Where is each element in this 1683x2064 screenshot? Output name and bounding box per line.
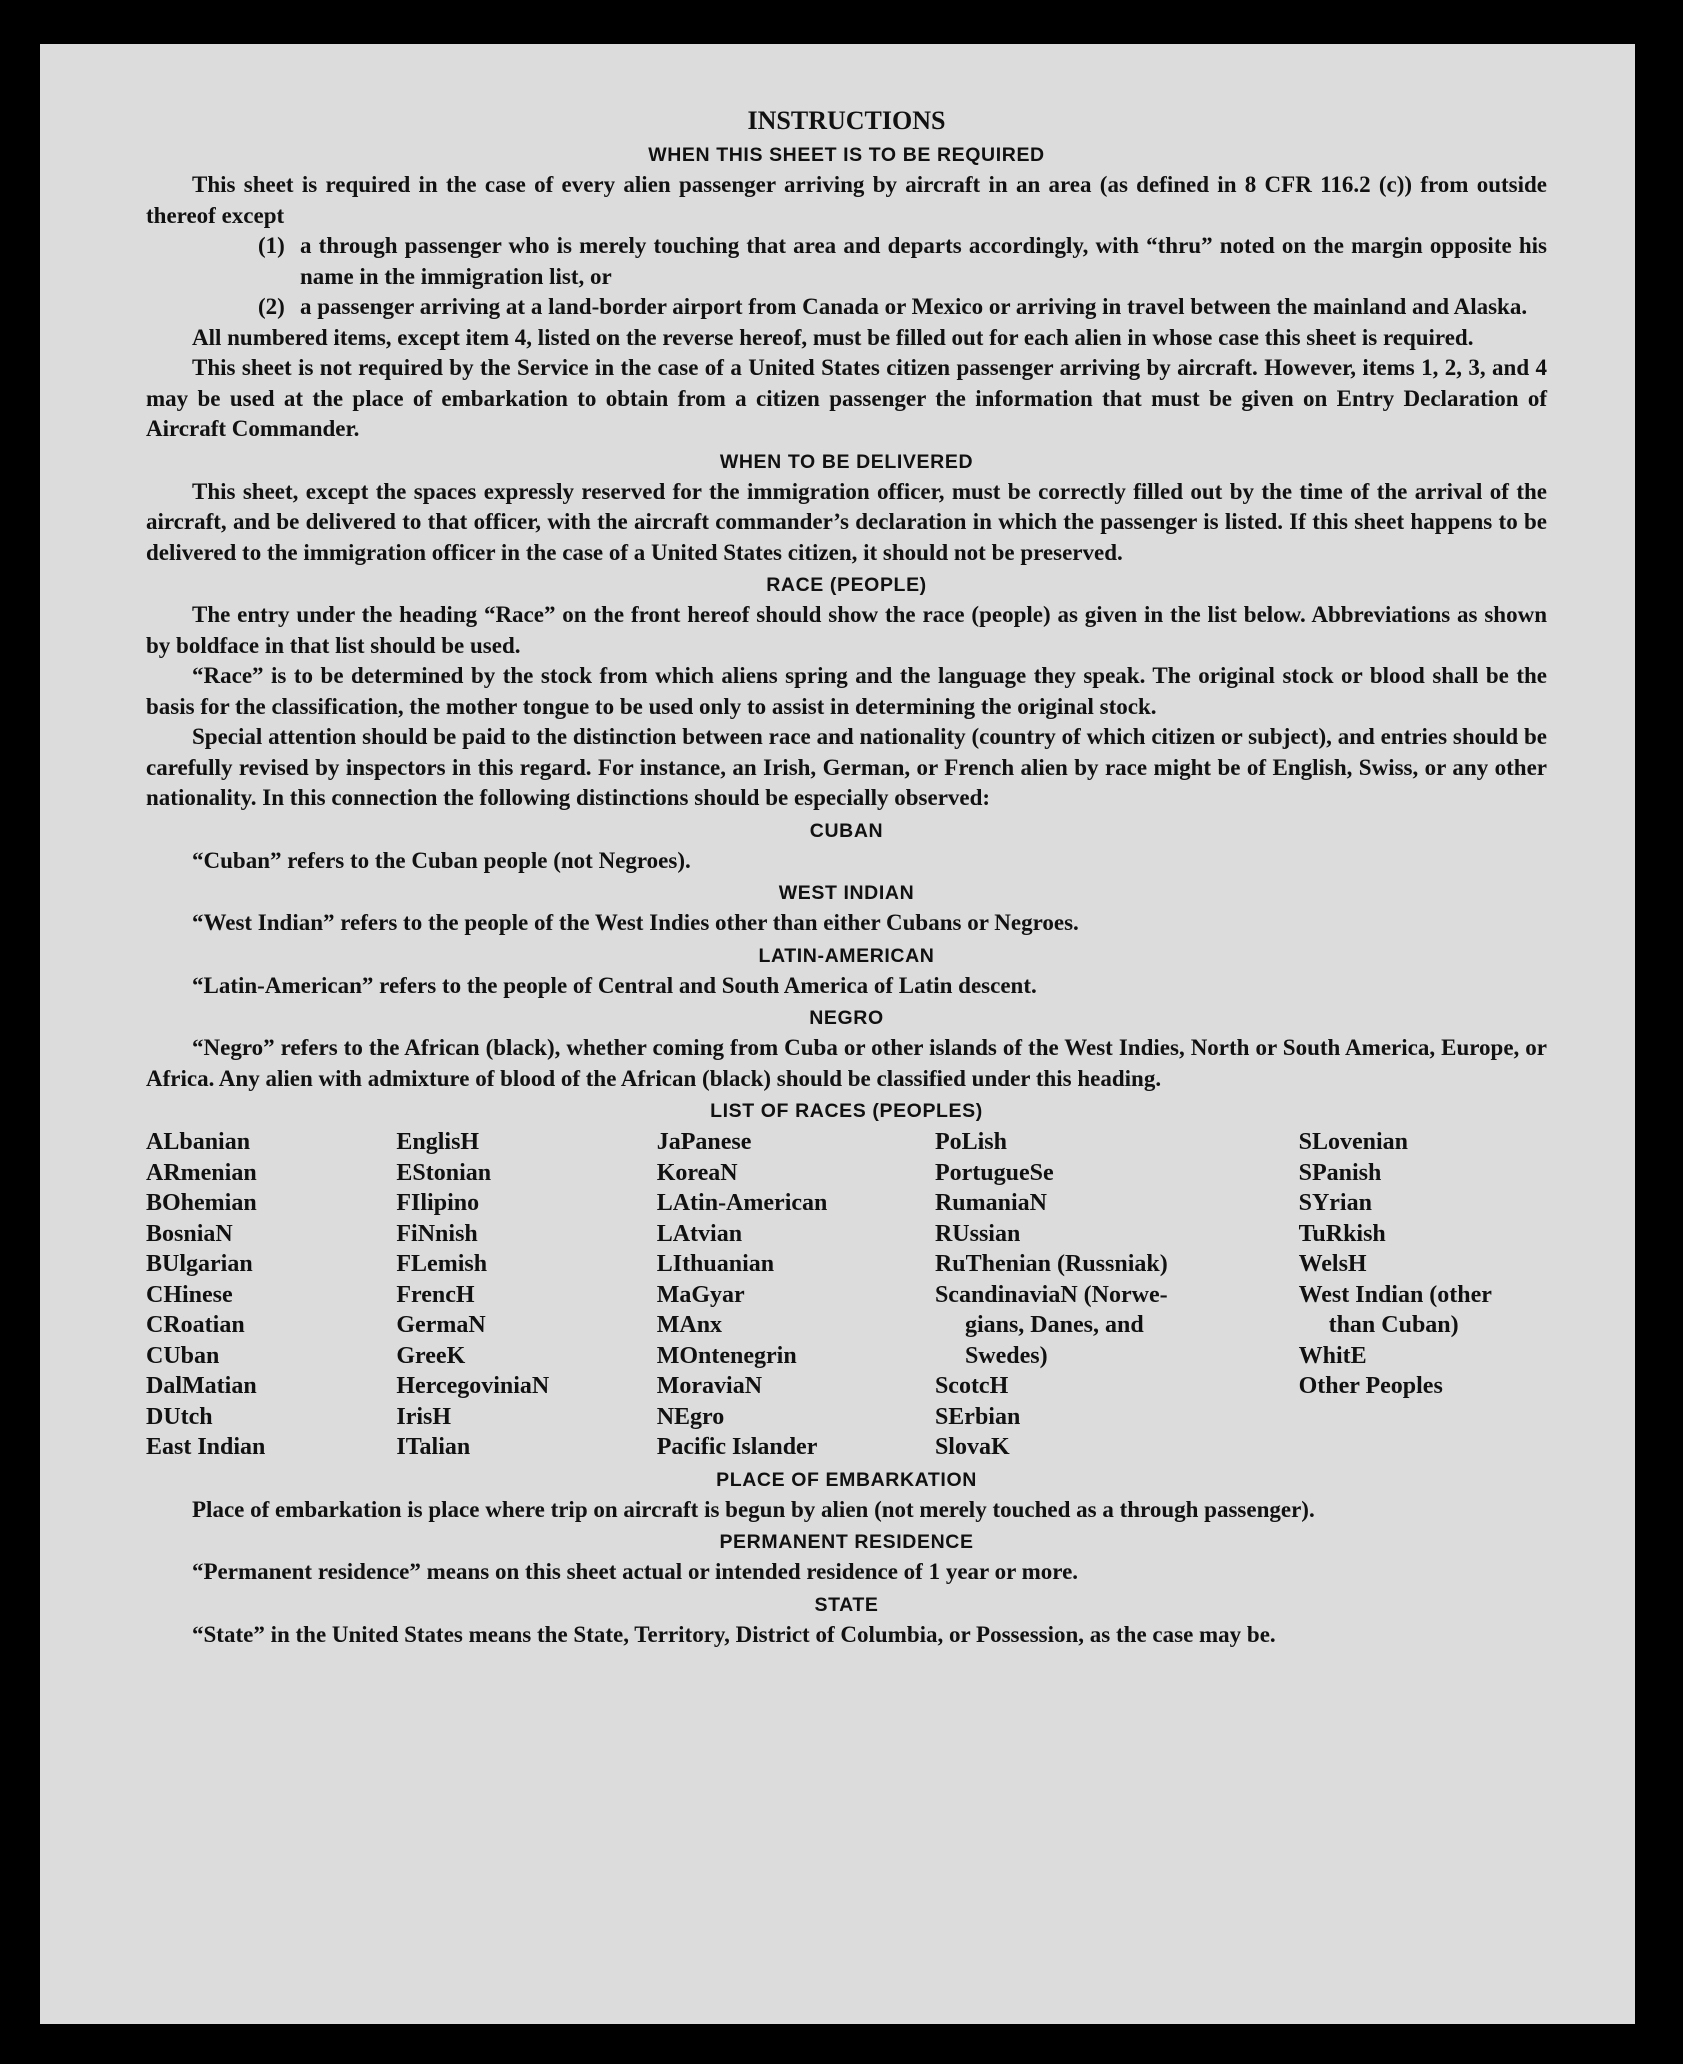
list-item: Swedes) bbox=[964, 1342, 1048, 1369]
heading-when-delivered: WHEN TO BE DELIVERED bbox=[719, 450, 974, 473]
heading-state: STATE bbox=[814, 1593, 879, 1616]
instruction-sheet bbox=[40, 44, 1635, 2024]
item-number: (1) bbox=[258, 233, 285, 258]
list-item: SErbian bbox=[934, 1403, 1021, 1430]
race-column bbox=[396, 1127, 656, 1463]
list-item: PortugueSe bbox=[934, 1159, 1054, 1186]
heading-negro: NEGRO bbox=[809, 1007, 884, 1029]
list-item: LAtvian bbox=[656, 1220, 743, 1247]
list-item: RuThenian (Russniak) bbox=[934, 1251, 1168, 1277]
paragraph: “Latin-American” refers to the people of Central and South America of Latin descent. bbox=[192, 972, 1037, 998]
list-item: SLovenian bbox=[1298, 1129, 1408, 1155]
paragraph: “State” in the United States means the State, Territory, District of Columbia, or Possession, as the case may be. bbox=[192, 1621, 1276, 1647]
list-item: BosniaN bbox=[146, 1220, 233, 1247]
list-item: Pacific Islander bbox=[656, 1434, 818, 1460]
paragraph: “Negro” refers to the African (black), whether coming from Cuba or other islands of the West Indies, North or South America, Europe, or Africa. Any alien with admixture of blood of the African (black) should be classified under this heading. bbox=[146, 1035, 1547, 1091]
list-item: MaGyar bbox=[656, 1281, 745, 1308]
paragraph: This sheet is not required by the Service in the case of a United States citizen passenger arriving by aircraft. However, items 1, 2, 3, and 4 may be used at the place of embarkation to obtain from a citizen passenger the information that must be given on Entry Declaration of Aircraft Commander. bbox=[146, 355, 1547, 441]
heading-cuban: CUBAN bbox=[809, 819, 884, 842]
list-item: KoreaN bbox=[656, 1159, 738, 1186]
item-text: a through passenger who is merely touching that area and departs accordingly, with “thru” noted on the margin opposite his name in the immigration list, or bbox=[300, 233, 1547, 289]
list-item: EnglisH bbox=[396, 1129, 480, 1155]
list-item: BUlgarian bbox=[146, 1251, 253, 1277]
list-item: WhitE bbox=[1298, 1342, 1367, 1369]
list-item: RumaniaN bbox=[934, 1190, 1047, 1216]
heading-latin-american: LATIN-AMERICAN bbox=[758, 944, 935, 967]
page-title: INSTRUCTIONS bbox=[747, 106, 946, 135]
race-column bbox=[146, 1127, 396, 1463]
list-item: PoLish bbox=[934, 1129, 1007, 1155]
paragraph: All numbered items, except item 4, listed on the reverse hereof, must be filled out for each alien in whose case this sheet is required. bbox=[192, 324, 1474, 350]
list-item: FiNnish bbox=[396, 1220, 478, 1247]
list-item: DalMatian bbox=[146, 1373, 257, 1399]
list-item: MOntenegrin bbox=[656, 1342, 797, 1369]
paragraph: Place of embarkation is place where trip on aircraft is begun by alien (not merely touched as a through passenger). bbox=[192, 1496, 1315, 1522]
list-item: MAnx bbox=[656, 1312, 723, 1338]
list-item: DUtch bbox=[146, 1403, 213, 1430]
list-item: CHinese bbox=[146, 1281, 233, 1308]
paragraph: The entry under the heading “Race” on the front hereof should show the race (people) as given in the list below. Abbreviations as shown by boldface in that list should be used. bbox=[146, 602, 1547, 658]
list-item: NEgro bbox=[656, 1403, 725, 1430]
heading-when-required: WHEN THIS SHEET IS TO BE REQUIRED bbox=[648, 144, 1045, 166]
heading-west-indian: WEST INDIAN bbox=[778, 882, 915, 904]
list-item: HercegoviniaN bbox=[396, 1373, 550, 1399]
list-item: SYrian bbox=[1298, 1190, 1372, 1216]
list-item: CUban bbox=[146, 1342, 220, 1369]
heading-race: RACE (PEOPLE) bbox=[766, 574, 927, 596]
list-item: ARmenian bbox=[146, 1159, 257, 1186]
list-item: ScotcH bbox=[934, 1373, 1009, 1399]
list-item: FrencH bbox=[396, 1281, 475, 1308]
list-item: RUssian bbox=[934, 1220, 1021, 1247]
list-item: WelsH bbox=[1298, 1251, 1367, 1277]
list-item: Other Peoples bbox=[1298, 1373, 1443, 1399]
list-item: FIlipino bbox=[396, 1190, 480, 1216]
paragraph: Special attention should be paid to the distinction between race and nationality (country of which citizen or subject), and entries should be carefully revised by inspectors in this regard. For instance, an Irish, German, or French alien by race might be of English, Swiss, or any other nationality. In this connection the following distinctions should be especially observed: bbox=[146, 724, 1547, 810]
paragraph: “Permanent residence” means on this sheet actual or intended residence of 1 year or more. bbox=[192, 1559, 1079, 1584]
list-item: West Indian (other bbox=[1298, 1281, 1492, 1308]
list-item: GreeK bbox=[396, 1342, 466, 1369]
list-item: ALbanian bbox=[146, 1129, 251, 1155]
list-item: gians, Danes, and bbox=[964, 1312, 1144, 1338]
list-item: East Indian bbox=[146, 1434, 266, 1460]
paragraph: This sheet is required in the case of every alien passenger arriving by aircraft in an area (as defined in 8 CFR 116.2 (c)) from outside thereof except bbox=[146, 172, 1547, 228]
race-column bbox=[1299, 1127, 1547, 1463]
paragraph: “West Indian” refers to the people of the West Indies other than either Cubans or Negroes. bbox=[192, 910, 1079, 935]
race-column bbox=[935, 1127, 1299, 1463]
list-item: MoraviaN bbox=[656, 1373, 763, 1399]
list-item: CRoatian bbox=[146, 1312, 245, 1338]
list-item bbox=[146, 231, 1547, 292]
list-item: SPanish bbox=[1298, 1159, 1382, 1186]
list-item: LAtin-American bbox=[656, 1190, 828, 1216]
list-item: than Cuban) bbox=[1328, 1312, 1459, 1338]
list-item: TuRkish bbox=[1298, 1220, 1386, 1247]
paragraph: This sheet, except the spaces expressly reserved for the immigration officer, must be correctly filled out by the time of the arrival of the aircraft, and be delivered to that officer, with the aircraft commander’s declaration in which the passenger is listed. If this sheet happens to be delivered to the immigration officer in the case of a United States citizen, it should not be preserved. bbox=[146, 478, 1547, 565]
heading-permanent-residence: PERMANENT RESIDENCE bbox=[719, 1531, 974, 1553]
list-item: LIthuanian bbox=[656, 1251, 775, 1277]
list-item: EStonian bbox=[396, 1159, 492, 1186]
item-number: (2) bbox=[258, 294, 285, 319]
list-item: ITalian bbox=[396, 1434, 471, 1460]
race-column bbox=[657, 1127, 935, 1463]
list-item bbox=[146, 292, 1547, 323]
exception-list bbox=[146, 231, 1547, 323]
heading-list-of-races: LIST OF RACES (PEOPLES) bbox=[710, 1100, 983, 1122]
item-text: a passenger arriving at a land-border airport from Canada or Mexico or arriving in travel between the mainland and Alaska. bbox=[300, 294, 1528, 319]
list-item: IrisH bbox=[396, 1403, 452, 1430]
heading-place-of-embarkation: PLACE OF EMBARKATION bbox=[716, 1468, 977, 1491]
race-list bbox=[146, 1127, 1547, 1463]
list-item: GermaN bbox=[396, 1312, 486, 1338]
list-item: BOhemian bbox=[146, 1190, 257, 1216]
paragraph: “Race” is to be determined by the stock from which aliens spring and the language they speak. The original stock or blood shall be the basis for the classification, the mother tongue to be used only to assist in determining the original stock. bbox=[146, 663, 1547, 719]
list-item: SlovaK bbox=[934, 1434, 1010, 1460]
list-item: ScandinaviaN (Norwe- bbox=[934, 1281, 1168, 1308]
list-item: FLemish bbox=[396, 1251, 488, 1277]
paragraph: “Cuban” refers to the Cuban people (not Negroes). bbox=[192, 847, 691, 873]
list-item: JaPanese bbox=[656, 1129, 752, 1155]
